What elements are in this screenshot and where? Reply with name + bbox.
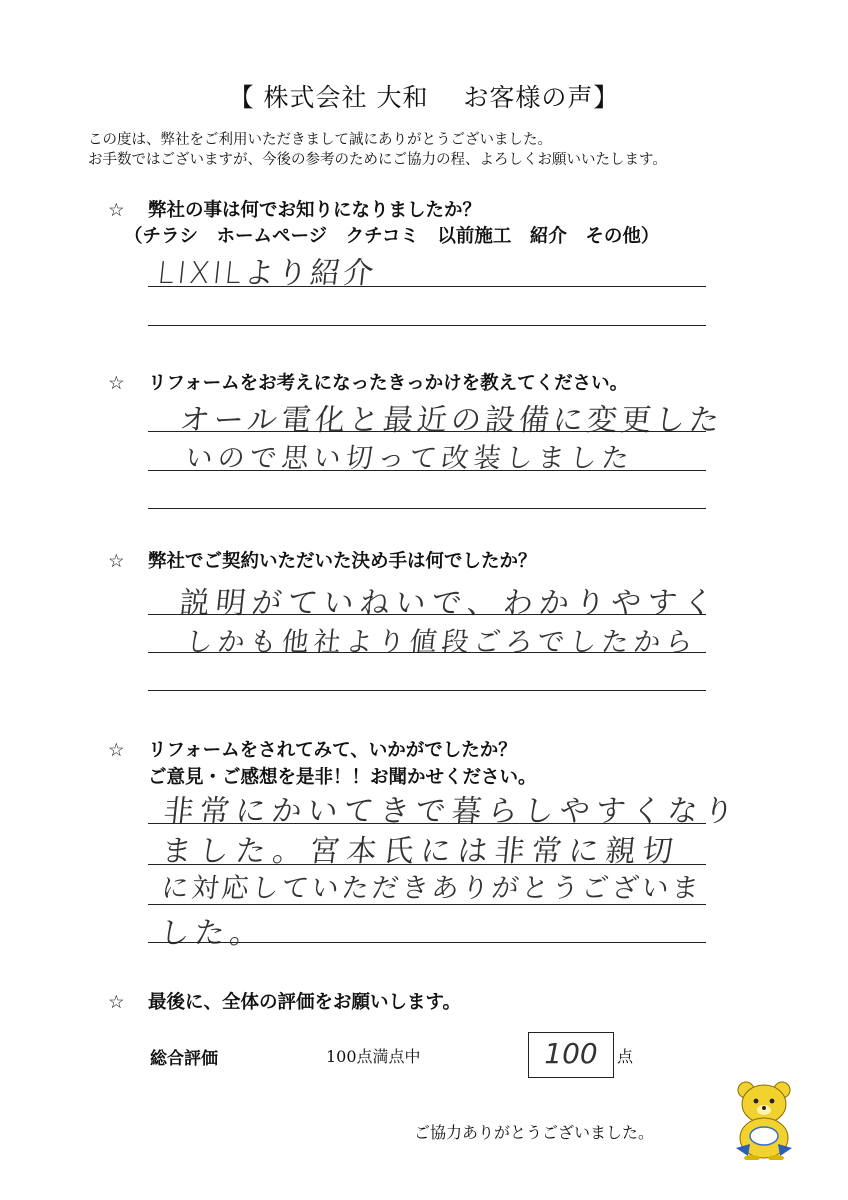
answer-4-line-2: ました。宮本氏には非常に親切	[159, 834, 682, 869]
answer-4-line-4: した。	[157, 916, 267, 951]
question-1-text: 弊社の事は何でお知りになりましたか？	[148, 200, 482, 221]
star-icon: ☆	[108, 200, 125, 221]
closing-message: ご協力ありがとうございました。	[414, 1123, 655, 1142]
score-unit: 点	[617, 1047, 634, 1066]
answer-line	[148, 470, 706, 471]
score-value: 100	[544, 1037, 598, 1070]
score-box	[528, 1032, 614, 1078]
question-4-subtext: ご意見・ご感想を是非！！お聞かせください。	[148, 767, 537, 788]
star-icon: ☆	[108, 373, 125, 394]
question-3-text: 弊社でご契約いただいた決め手は何でしたか？	[148, 551, 537, 572]
question-2	[108, 369, 628, 395]
answer-line	[148, 904, 706, 905]
star-icon: ☆	[108, 740, 125, 761]
answer-line	[148, 431, 706, 432]
bear-mascot-icon	[728, 1078, 800, 1160]
question-5	[108, 988, 461, 1014]
answer-line	[148, 690, 706, 691]
answer-2-line-2: いので思い切って改装しました	[184, 443, 636, 474]
question-4	[108, 736, 517, 762]
overall-rating-label: 総合評価	[150, 1049, 218, 1069]
page-title: 【 株式会社 大和 お客様の声】	[228, 83, 620, 112]
star-icon: ☆	[108, 992, 125, 1013]
answer-line	[148, 286, 706, 287]
answer-line	[148, 508, 706, 509]
question-1-options: （チラシ ホームページ クチコミ 以前施工 紹介 その他）	[124, 226, 660, 247]
question-1	[108, 196, 481, 222]
question-3	[108, 547, 537, 573]
answer-line	[148, 823, 706, 824]
question-4-text: リフォームをされてみて、いかがでしたか？	[148, 740, 517, 761]
answer-1-line-1: LIXILより紹介	[155, 256, 379, 291]
question-5-text: 最後に、全体の評価をお願いします。	[148, 992, 462, 1013]
answer-line	[148, 942, 706, 943]
answer-2-line-1: オール電化と最近の設備に変更した	[177, 403, 725, 438]
answer-4-line-1: 非常にかいてきで暮らしやすくなり	[161, 794, 742, 829]
answer-line	[148, 325, 706, 326]
answer-line	[148, 864, 706, 865]
star-icon: ☆	[108, 551, 125, 572]
intro-line-2: お手数ではございますが、今後の参考のためにご協力の程、よろしくお願いいたします。	[88, 152, 667, 168]
rating-scale: 100点満点中	[326, 1047, 421, 1066]
answer-4-line-3: に対応していただきありがとうございま	[160, 873, 704, 904]
answer-line	[148, 652, 706, 653]
intro-line-1: この度は、弊社をご利用いただきまして誠にありがとうございました。	[88, 132, 552, 148]
answer-3-line-1: 説明がていねいで、わかりやすく	[177, 586, 721, 621]
answer-3-line-2: しかも他社より値段ごろでしたから	[184, 627, 700, 658]
answer-line	[148, 614, 706, 615]
question-2-text: リフォームをお考えになったきっかけを教えてください。	[148, 373, 629, 394]
